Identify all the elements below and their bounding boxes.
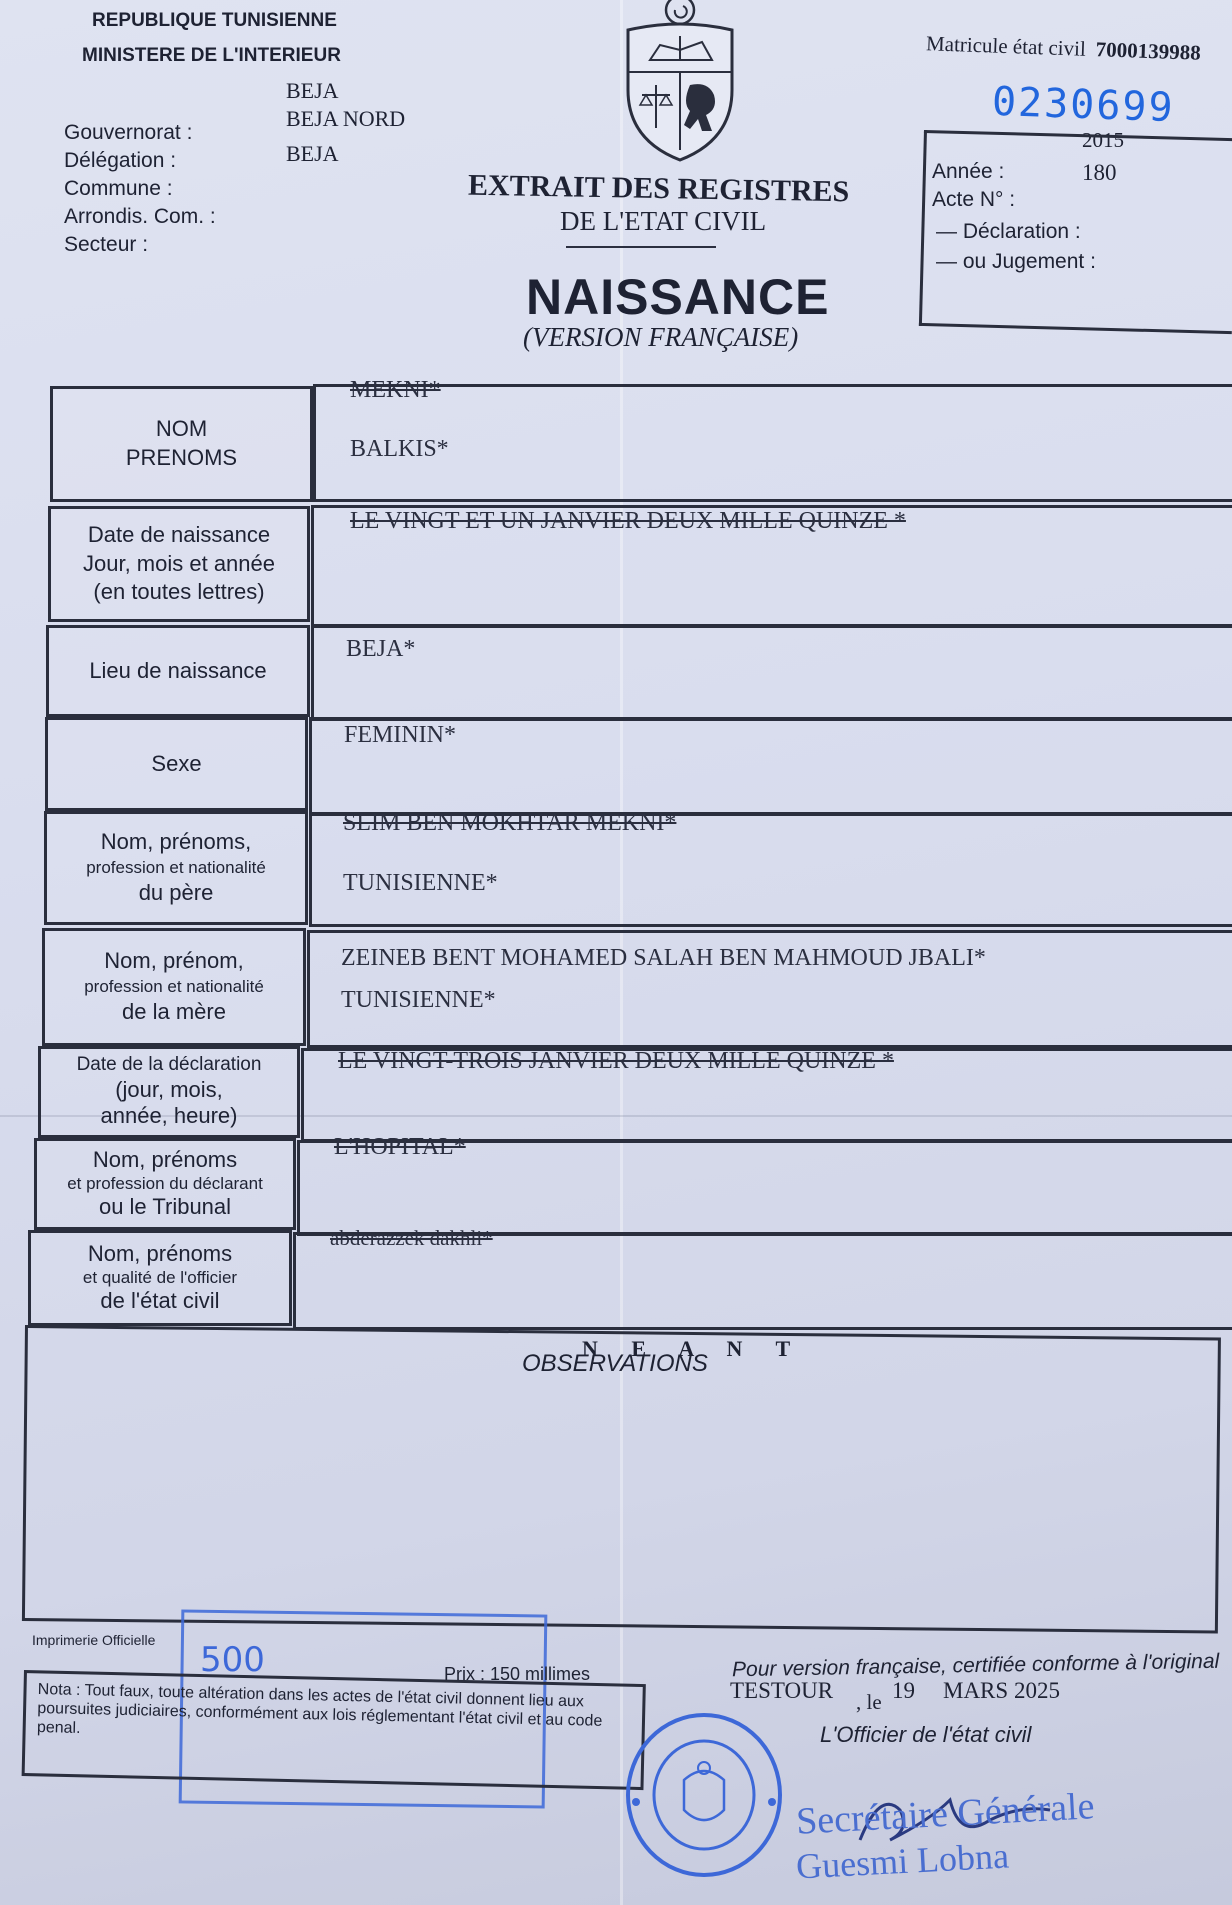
- jugement-label: — ou Jugement :: [936, 250, 1096, 273]
- dob-value: LE VINGT ET UN JANVIER DEUX MILLE QUINZE *: [350, 508, 906, 534]
- pere-label: [44, 811, 308, 925]
- declarant-label-sub: et profession du déclarant: [67, 1173, 263, 1193]
- declarant-value: L'HOPITAL*: [334, 1134, 466, 1160]
- certification-text: Pour version française, certifiée conforme à l'original: [731, 1649, 1220, 1682]
- fiscal-stamp-value: 500: [200, 1640, 265, 1680]
- matricule-value: 7000139988: [1095, 37, 1202, 65]
- acte-number: 180: [1082, 160, 1117, 185]
- secteur-label: Secteur :: [64, 233, 149, 256]
- signatory-name: Guesmi Lobna: [795, 1835, 1010, 1887]
- coat-of-arms-icon: [620, 0, 740, 165]
- officier-label-sub2: de l'état civil: [100, 1288, 220, 1314]
- declarant-label: [34, 1138, 296, 1230]
- commune-label: Commune :: [64, 177, 173, 200]
- nota-text: Nota : Tout faux, toute altération dans les actes de l'état civil donnent lieu aux poursuites judiciaires, conformément aux lois réglementant l'état civil et au code penal.: [36, 1680, 603, 1738]
- observations-label: OBSERVATIONS: [522, 1350, 708, 1377]
- annee-label: Année :: [932, 160, 1005, 183]
- document-heading-line2: DE L'ETAT CIVIL: [560, 206, 767, 236]
- officier-label-sub: et qualité de l'officier: [82, 1267, 238, 1287]
- prenoms-label: PRENOMS: [125, 445, 238, 470]
- lieu-label: [46, 625, 310, 717]
- mere-label: [42, 928, 306, 1046]
- issue-place: TESTOUR: [730, 1678, 834, 1703]
- arrondissement-label: Arrondis. Com. :: [64, 205, 216, 228]
- document-heading: EXTRAIT DES REGISTRES: [467, 168, 850, 209]
- ministry-heading: MINISTERE DE L'INTERIEUR: [82, 45, 341, 66]
- issue-day: 19: [892, 1678, 915, 1703]
- republic-heading: REPUBLIQUE TUNISIENNE: [92, 10, 337, 31]
- sexe-label: [45, 717, 308, 811]
- dob-label: [48, 506, 310, 622]
- officer-title: L'Officier de l'état civil: [820, 1722, 1032, 1747]
- lieu-value-cell: [311, 625, 1232, 721]
- dob-label-main: Date de naissance: [87, 522, 271, 548]
- officier-label-main: Nom, prénoms: [87, 1241, 233, 1267]
- observations-value: N E A N T: [582, 1336, 805, 1361]
- commune-value: BEJA: [286, 141, 339, 166]
- signatory-title: Secrétaire Générale: [795, 1785, 1096, 1843]
- sexe-label-text: Sexe: [151, 750, 202, 776]
- mere-label-sub: profession et nationalité: [84, 976, 264, 996]
- pere-label-sub2: du père: [138, 880, 214, 906]
- gouvernorat-label: Gouvernorat :: [64, 121, 193, 144]
- delegation-label: Délégation :: [64, 149, 177, 172]
- prenoms-value: BALKIS*: [350, 436, 449, 462]
- dob-label-sub2: (en toutes lettres): [93, 579, 265, 605]
- sexe-value: FEMININ*: [344, 722, 456, 748]
- nom-label: NOM: [155, 416, 208, 442]
- acte-label: Acte N° :: [932, 188, 1016, 211]
- title-divider: [566, 246, 716, 248]
- nom-prenoms-value-cell: [313, 384, 1232, 502]
- officier-value: abderazzek dakhli*: [330, 1226, 493, 1250]
- decl-date-label-main: Date de la déclaration: [76, 1054, 262, 1076]
- officier-label: [28, 1230, 292, 1326]
- decl-date-label-sub: (jour, mois,: [115, 1077, 223, 1102]
- lieu-label-text: Lieu de naissance: [89, 657, 267, 683]
- nom-value: MEKNI*: [350, 377, 441, 403]
- declaration-label: — Déclaration :: [936, 220, 1081, 243]
- pere-label-main: Nom, prénoms,: [100, 829, 252, 855]
- mere-nom-value: ZEINEB BENT MOHAMED SALAH BEN MAHMOUD JBALI*: [341, 945, 986, 971]
- decl-date-label: [38, 1046, 300, 1138]
- page-title: NAISSANCE: [526, 269, 830, 325]
- declarant-label-sub2: ou le Tribunal: [98, 1194, 232, 1220]
- price-label: Prix : 150 millimes: [444, 1664, 591, 1684]
- printer-label: Imprimerie Officielle: [32, 1632, 156, 1648]
- pere-nom-value: SLIM BEN MOKHTAR MEKNI*: [343, 810, 677, 836]
- mere-label-sub2: de la mère: [122, 999, 226, 1025]
- issue-month-year: MARS 2025: [943, 1678, 1060, 1703]
- declarant-label-main: Nom, prénoms: [92, 1147, 238, 1173]
- lieu-value: BEJA*: [346, 636, 416, 662]
- official-seal-icon: [622, 1710, 787, 1880]
- mere-label-main: Nom, prénom,: [104, 948, 244, 974]
- serial-number: 0230699: [991, 78, 1176, 132]
- matricule-label-text: Matricule état civil: [925, 31, 1087, 61]
- dob-label-sub: Jour, mois et année: [82, 550, 275, 576]
- pere-label-sub: profession et nationalité: [86, 857, 266, 877]
- delegation-value: BEJA NORD: [286, 106, 406, 131]
- gouvernorat-value: BEJA: [286, 78, 339, 103]
- mere-nat-value: TUNISIENNE*: [341, 987, 496, 1013]
- decl-date-label-sub2: année, heure): [100, 1103, 238, 1129]
- issue-date-label: , le: [856, 1690, 882, 1714]
- pere-nat-value: TUNISIENNE*: [343, 870, 498, 896]
- year-value: 2015: [1082, 128, 1124, 152]
- page-subtitle: (VERSION FRANÇAISE): [523, 322, 799, 352]
- decl-date-value: LE VINGT-TROIS JANVIER DEUX MILLE QUINZE *: [338, 1048, 894, 1074]
- nom-prenoms-label: [50, 386, 313, 502]
